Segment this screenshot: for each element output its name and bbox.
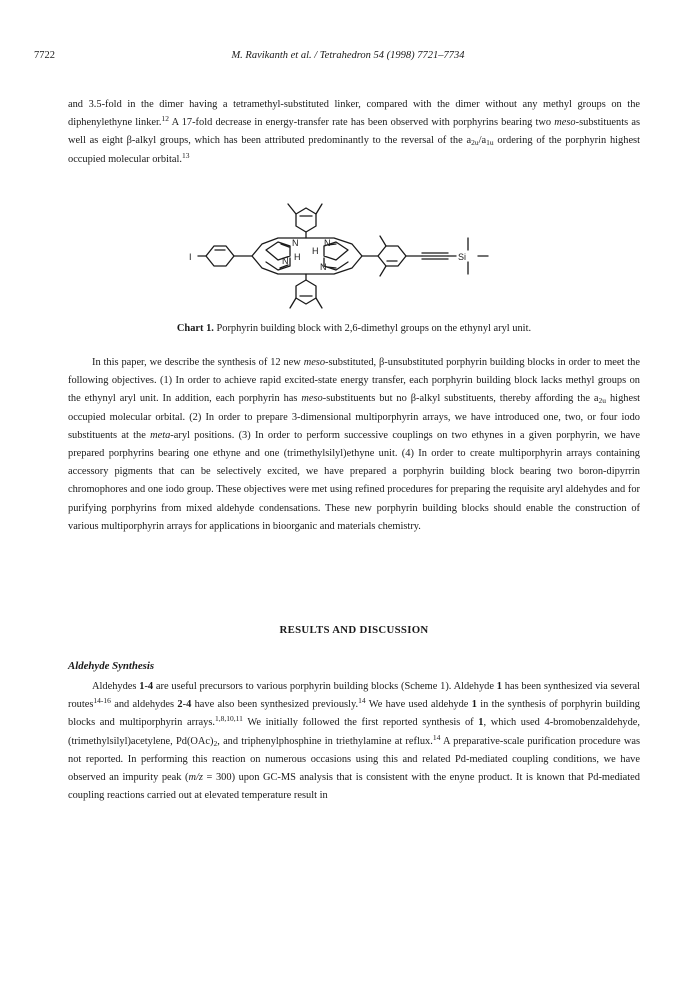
citation: 14 <box>358 696 366 706</box>
paragraph-2: In this paper, we describe the synthesis of 12 new meso-substituted, β-unsubstituted porphyrin building blocks in order to meet the following objectives. (1) In order to achieve rapid excited-state energy transfer, each porphyrin building block lacks methyl groups on the ethynyl aryl unit. In addition, each porphyrin has meso-substituents but no β-alkyl substituents, thereby affording the $a_{2u}$ highest occupied molecular orbital. (2) In order to prepare 3-dimensional multiporphyrin arrays, we have introduced one, two, or four iodo substituents at the meta-aryl positions. (3) In order to perform successive couplings on two ethynes in a given porphyrin, we have prepared porphyrins bearing one ethyne and one (trimethylsilyl)ethyne unit. (4) In order to create multiporphyrin arrays containing accessory pigments that can be selectively excited, we have prepared a porphyrin building block bearing two boron-dipyrrin chromophores and one iodo group. These objectives were met using refined procedures for preparing the requisite aryl aldehydes and for purifying porphyrins from mixed aldehyde condensations. These new porphyrin building blocks should enable the construction of various multiporphyrin arrays for applications in bioorganic and materials chemistry. <box>68 357 640 532</box>
running-head: M. Ravikanth et al. / Tetrahedron 54 (1998) 7721–7734 <box>231 50 465 61</box>
atom-iodine: I <box>189 252 192 262</box>
paragraph-3: Aldehydes 1-4 are useful precursors to various porphyrin building blocks (Scheme 1). Aldehyde 1 has been synthesized via several routes$^{14-16}$ and aldehydes 2-4 have also been synthesized previously.$^{14}$ We have used aldehyde 1 in the synthesis of porphyrin building blocks and multiporphyrin arrays.$^{1,8,10,11}$ We initially followed the first reported synthesis of 1, which used 4-bromobenzaldehyde, (trimethylsilyl)acetylene, $Pd(OAc)_2$, and triphenylphosphine in triethylamine at reflux.$^{14}$ A preparative-scale purification procedure was not reported. In performing this reaction on numerous occasions using this and related Pd-mediated coupling conditions, we have observed an impurity peak (m/z = 300) upon GC-MS analysis that is consistent with the enyne product. It is known that Pd-mediated coupling reactions carried out at elevated temperature result in <box>68 681 640 802</box>
subsection-heading: Aldehyde Synthesis <box>68 660 155 672</box>
citation: 13 <box>181 150 190 160</box>
atom-hydrogen: H <box>294 252 301 262</box>
page-number: 7722 <box>34 50 55 61</box>
atom-silicon: Si <box>458 252 467 262</box>
running-header <box>34 50 662 66</box>
citation: 14 <box>432 732 441 742</box>
atom-hydrogen: H <box>312 246 319 256</box>
paragraph-1: and 3.5-fold in the dimer having a tetramethyl-substituted linker, compared with the dimer without any methyl groups on the diphenylethyne linker.$^{12}$ A 17-fold decrease in energy-transfer rate has been observed with porphyrins bearing two meso-substituents as well as eight β-alkyl groups, which has been attributed predominantly to the reversal of the $a_{2u}/a_{1u}$ ordering of the porphyrin highest occupied molecular orbital.$^{13}$ <box>68 99 640 165</box>
section-heading: RESULTS AND DISCUSSION <box>279 624 429 636</box>
atom-nitrogen: N <box>324 238 331 248</box>
atom-nitrogen: N <box>320 262 327 272</box>
figure-caption: Chart 1. Porphyrin building block with 2,6-dimethyl groups on the ethynyl aryl unit. <box>176 323 532 334</box>
citation: 12 <box>161 114 169 124</box>
atom-nitrogen: N <box>292 238 299 248</box>
atom-nitrogen: N <box>282 256 289 266</box>
citation: 14-16 <box>93 696 111 706</box>
caption-label: Chart 1. <box>176 323 214 334</box>
porphyrin-structure-figure <box>186 200 510 312</box>
citation: 1,8,10,11 <box>215 714 243 724</box>
